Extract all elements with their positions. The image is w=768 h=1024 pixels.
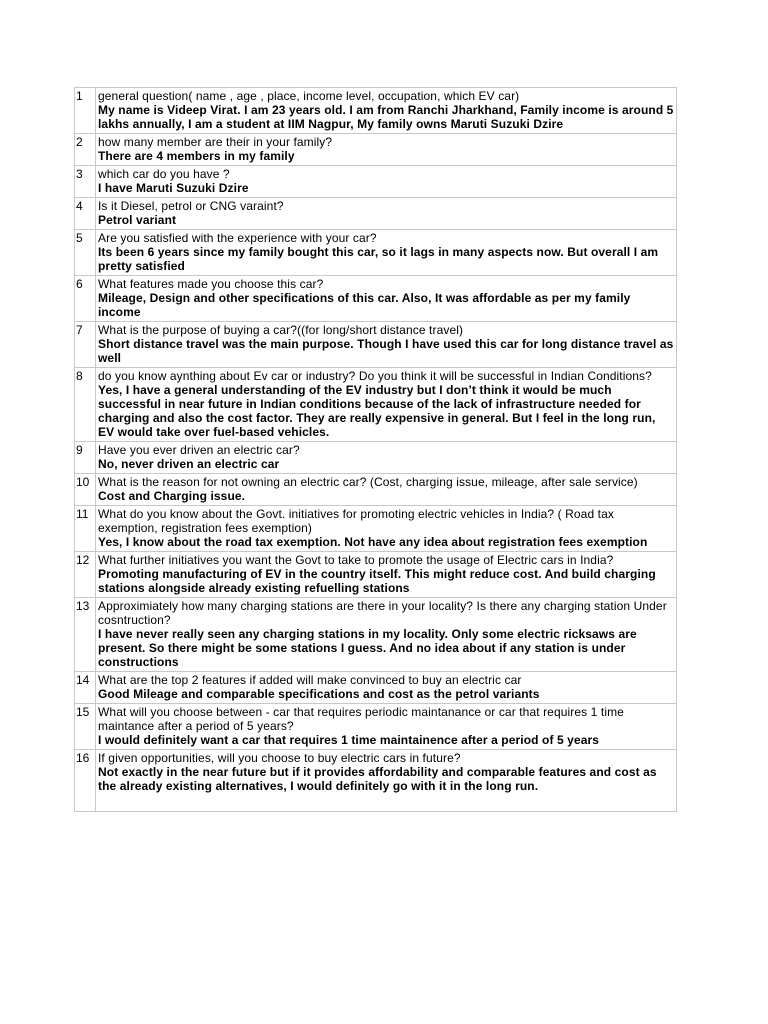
question-answer-cell [96,598,677,672]
question-answer-cell [96,276,677,322]
question-text: What features made you choose this car? [98,277,324,291]
question-answer-cell [96,474,677,506]
table-row [75,704,677,750]
question-answer-cell [96,88,677,134]
question-text: do you know aynthing about Ev car or industry? Do you think it will be successful in Indian Conditions? [98,369,652,383]
question-text: What is the purpose of buying a car?((for long/short distance travel) [98,323,464,337]
answer-text: I would definitely want a car that requires 1 time maintainence after a period of 5 years [98,733,600,747]
question-text: Approximiately how many charging stations are there in your locality? Is there any charging station Under cosntruction? [98,599,667,627]
table-row [75,506,677,552]
table-row [75,474,677,506]
table-row [75,598,677,672]
question-text: What are the top 2 features if added will make convinced to buy an electric car [98,673,522,687]
questionnaire-table [74,87,677,812]
answer-text: Yes, I have a general understanding of the EV industry but I don’t think it would be much successful in near future in Indian conditions because of the lack of infrastructure needed for charging and also the cost factor. They are really expensive in general. But I feel in the long run, EV would take over fuel-based vehicles. [98,383,656,439]
question-number: 3 [75,166,96,198]
question-answer-cell [96,704,677,750]
question-number: 8 [75,368,96,442]
questionnaire-body [75,88,677,812]
table-row [75,672,677,704]
question-number: 2 [75,134,96,166]
answer-text: Good Mileage and comparable specifications and cost as the petrol variants [98,687,540,701]
question-number: 6 [75,276,96,322]
question-text: which car do you have ? [98,167,230,181]
question-number: 12 [75,552,96,598]
question-text: general question( name , age , place, income level, occupation, which EV car) [98,89,520,103]
table-row [75,198,677,230]
table-row [75,134,677,166]
table-row [75,166,677,198]
question-text: Is it Diesel, petrol or CNG varaint? [98,199,284,213]
table-row [75,276,677,322]
question-answer-cell [96,750,677,812]
question-answer-cell [96,198,677,230]
answer-text: Promoting manufacturing of EV in the country itself. This might reduce cost. And build charging stations alongside already existing refuelling stations [98,567,656,595]
table-row [75,442,677,474]
question-text: how many member are their in your family? [98,135,333,149]
answer-text: My name is Videep Virat. I am 23 years old. I am from Ranchi Jharkhand, Family income is around 5 lakhs annually, I am a student at IIM Nagpur, My family owns Maruti Suzuki Dzire [98,103,674,131]
table-row [75,230,677,276]
question-text: What do you know about the Govt. initiatives for promoting electric vehicles in India? ( Road tax exemption, registration fees exemption) [98,507,614,535]
question-number: 14 [75,672,96,704]
question-text: What further initiatives you want the Govt to take to promote the usage of Electric cars in India? [98,553,614,567]
question-answer-cell [96,442,677,474]
question-number: 15 [75,704,96,750]
question-answer-cell [96,322,677,368]
question-number: 10 [75,474,96,506]
answer-text: I have never really seen any charging stations in my locality. Only some electric ricksaws are present. So there might be some stations I guess. And no idea about if any station is under constructions [98,627,637,669]
answer-text: Short distance travel was the main purpose. Though I have used this car for long distance travel as well [98,337,674,365]
answer-text: No, never driven an electric car [98,457,280,471]
question-answer-cell [96,166,677,198]
question-text: What is the reason for not owning an electric car? (Cost, charging issue, mileage, after sale service) [98,475,638,489]
question-text: Are you satisfied with the experience with your car? [98,231,377,245]
question-number: 7 [75,322,96,368]
answer-text: Cost and Charging issue. [98,489,246,503]
answer-text: There are 4 members in my family [98,149,295,163]
table-row [75,88,677,134]
question-answer-cell [96,230,677,276]
question-answer-cell [96,672,677,704]
answer-text: I have Maruti Suzuki Dzire [98,181,249,195]
question-number: 16 [75,750,96,812]
answer-text: Not exactly in the near future but if it provides affordability and comparable features and cost as the already existing alternatives, I would definitely go with it in the long run. [98,765,657,793]
question-number: 1 [75,88,96,134]
table-row [75,750,677,812]
answer-text: Mileage, Design and other specifications of this car. Also, It was affordable as per my family income [98,291,631,319]
question-text: If given opportunities, will you choose to buy electric cars in future? [98,751,461,765]
answer-text: Petrol variant [98,213,177,227]
question-answer-cell [96,552,677,598]
table-row [75,368,677,442]
question-number: 11 [75,506,96,552]
question-number: 13 [75,598,96,672]
table-row [75,552,677,598]
question-text: Have you ever driven an electric car? [98,443,300,457]
question-answer-cell [96,506,677,552]
question-answer-cell [96,134,677,166]
answer-text: Its been 6 years since my family bought this car, so it lags in many aspects now. But overall I am pretty satisfied [98,245,659,273]
table-row [75,322,677,368]
answer-text: Yes, I know about the road tax exemption. Not have any idea about registration fees exemption [98,535,648,549]
question-answer-cell [96,368,677,442]
question-number: 9 [75,442,96,474]
question-text: What will you choose between - car that requires periodic maintanance or car that requires 1 time maintance after a period of 5 years? [98,705,624,733]
question-number: 5 [75,230,96,276]
question-number: 4 [75,198,96,230]
